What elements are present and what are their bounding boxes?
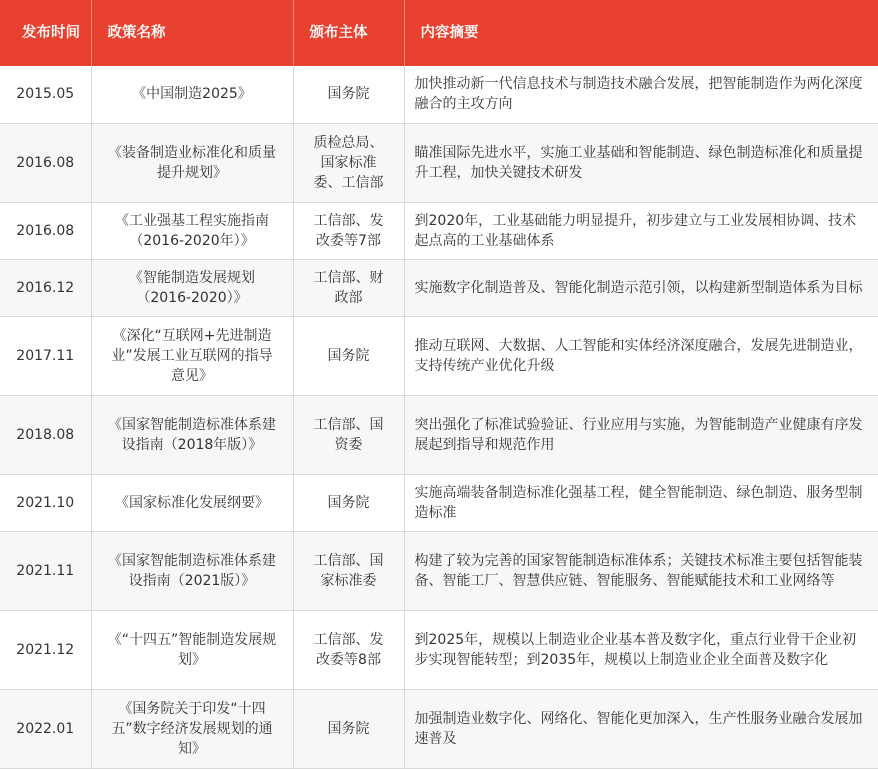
header-summary: 内容摘要	[404, 0, 878, 66]
cell-date: 2017.11	[0, 316, 91, 395]
cell-issuer: 工信部、国资委	[293, 395, 404, 474]
cell-name: 《国家智能制造标准体系建设指南（2021版）》	[91, 531, 293, 610]
table-row	[0, 531, 878, 610]
cell-name: 《装备制造业标准化和质量提升规划》	[91, 123, 293, 202]
cell-issuer: 工信部、国家标准委	[293, 531, 404, 610]
cell-date: 2022.01	[0, 689, 91, 768]
cell-name: 《深化“互联网+先进制造业”发展工业互联网的指导意见》	[91, 316, 293, 395]
cell-date: 2021.10	[0, 474, 91, 531]
header-name: 政策名称	[91, 0, 293, 66]
cell-summary: 到2025年，规模以上制造业企业基本普及数字化，重点行业骨干企业初步实现智能转型；到2035年，规模以上制造业企业全面普及数字化	[404, 610, 878, 689]
cell-date: 2016.08	[0, 123, 91, 202]
cell-name: 《国家标准化发展纲要》	[91, 474, 293, 531]
cell-issuer: 国务院	[293, 474, 404, 531]
cell-date: 2016.08	[0, 202, 91, 259]
cell-name: 《中国制造2025》	[91, 66, 293, 123]
table-header-row	[0, 0, 878, 66]
cell-name: 《“十四五”智能制造发展规划》	[91, 610, 293, 689]
cell-name: 《国务院关于印发“十四五”数字经济发展规划的通知》	[91, 689, 293, 768]
header-issuer: 颁布主体	[293, 0, 404, 66]
cell-summary: 构建了较为完善的国家智能制造标准体系；关键技术标准主要包括智能装备、智能工厂、智慧供应链、智能服务、智能赋能技术和工业网络等	[404, 531, 878, 610]
table-row	[0, 610, 878, 689]
table-row	[0, 123, 878, 202]
table-row	[0, 66, 878, 123]
cell-date: 2021.12	[0, 610, 91, 689]
cell-summary: 到2020年，工业基础能力明显提升，初步建立与工业发展相协调、技术起点高的工业基础体系	[404, 202, 878, 259]
cell-date: 2015.05	[0, 66, 91, 123]
cell-summary: 瞄准国际先进水平，实施工业基础和智能制造、绿色制造标准化和质量提升工程，加快关键技术研发	[404, 123, 878, 202]
table-row	[0, 689, 878, 768]
cell-issuer: 国务院	[293, 689, 404, 768]
table-row	[0, 474, 878, 531]
cell-name: 《国家智能制造标准体系建设指南（2018年版）》	[91, 395, 293, 474]
cell-summary: 加强制造业数字化、网络化、智能化更加深入，生产性服务业融合发展加速普及	[404, 689, 878, 768]
cell-summary: 突出强化了标准试验验证、行业应用与实施，为智能制造产业健康有序发展起到指导和规范作用	[404, 395, 878, 474]
table-row	[0, 395, 878, 474]
cell-issuer: 工信部、发改委等8部	[293, 610, 404, 689]
cell-issuer: 质检总局、国家标准委、工信部	[293, 123, 404, 202]
cell-date: 2018.08	[0, 395, 91, 474]
table-row	[0, 316, 878, 395]
table-row	[0, 202, 878, 259]
cell-issuer: 国务院	[293, 66, 404, 123]
cell-issuer: 工信部、发改委等7部	[293, 202, 404, 259]
cell-date: 2016.12	[0, 259, 91, 316]
cell-summary: 加快推动新一代信息技术与制造技术融合发展，把智能制造作为两化深度融合的主攻方向	[404, 66, 878, 123]
cell-date: 2021.11	[0, 531, 91, 610]
cell-summary: 实施数字化制造普及、智能化制造示范引领，以构建新型制造体系为目标	[404, 259, 878, 316]
cell-name: 《工业强基工程实施指南（2016-2020年）》	[91, 202, 293, 259]
cell-issuer: 工信部、财政部	[293, 259, 404, 316]
cell-summary: 实施高端装备制造标准化强基工程，健全智能制造、绿色制造、服务型制造标准	[404, 474, 878, 531]
table-row	[0, 259, 878, 316]
cell-summary: 推动互联网、大数据、人工智能和实体经济深度融合，发展先进制造业，支持传统产业优化升级	[404, 316, 878, 395]
cell-issuer: 国务院	[293, 316, 404, 395]
header-date: 发布时间	[0, 0, 91, 66]
cell-name: 《智能制造发展规划（2016-2020）》	[91, 259, 293, 316]
